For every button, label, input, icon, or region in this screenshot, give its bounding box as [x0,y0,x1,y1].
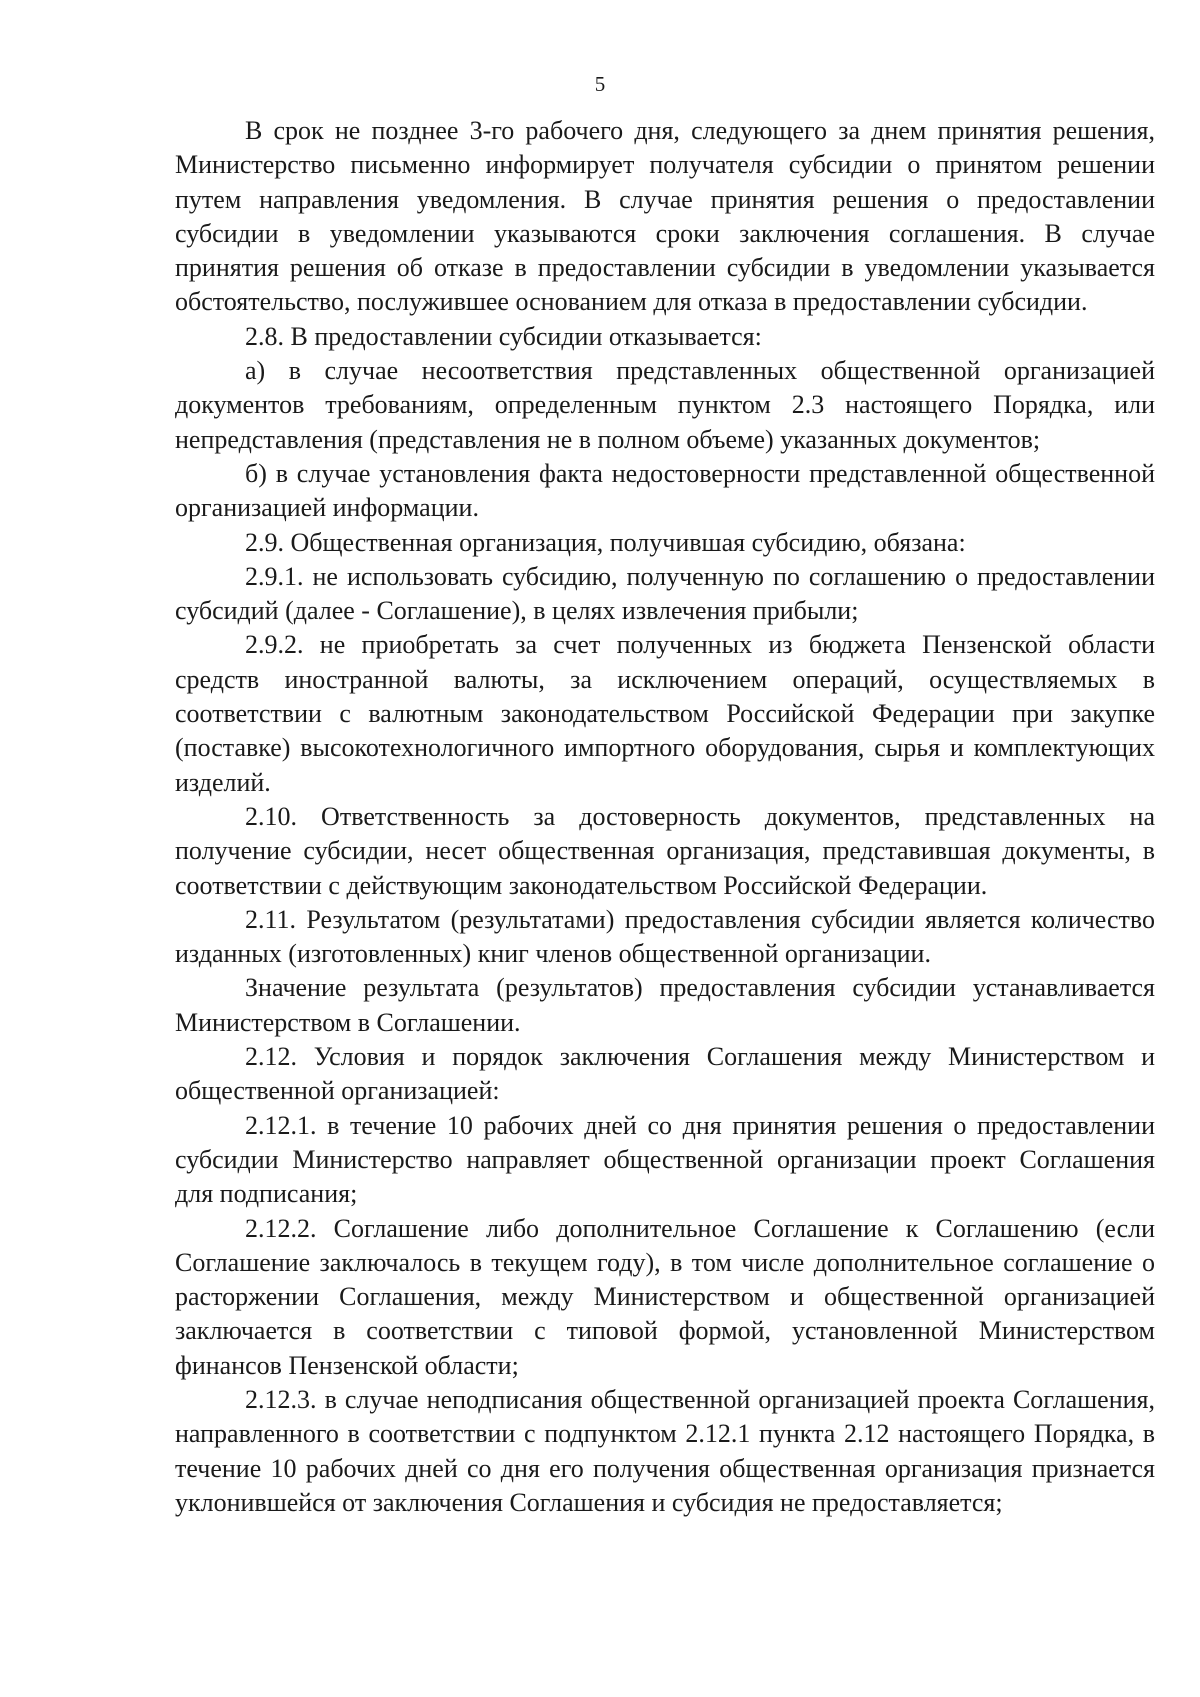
paragraph-2-12-1: 2.12.1. в течение 10 рабочих дней со дня принятия решения о предоставлении субсидии Министерство направляет общественной организации проект Соглашения для подписания; [175,1110,1155,1209]
paragraph-2-11: 2.11. Результатом (результатами) предоставления субсидии является количество изданных (изготовленных) книг членов общественной организации. [175,904,1155,969]
paragraph-notification-deadline: В срок не позднее 3-го рабочего дня, следующего за днем принятия решения, Министерство письменно информирует получателя субсидии о принятом решении путем направления уведомления. В случае принятия решения о предоставлении субсидии в уведомлении указываются сроки заключения соглашения. В случае принятия решения об отказе в предоставлении субсидии в уведомлении указывается обстоятельство, послужившее основанием для отказа в предоставлении субсидии. [175,116,1155,317]
paragraph-2-8-a: а) в случае несоответствия представленных общественной организацией документов требованиям, определенным пунктом 2.3 настоящего Порядка, или непредставления (представления не в полном объеме) указанных документов; [175,356,1155,454]
paragraph-2-12: 2.12. Условия и порядок заключения Соглашения между Министерством и общественной организацией: [175,1042,1155,1106]
document-body [175,114,1155,1520]
paragraph-2-9: 2.9. Общественная организация, получившая субсидию, обязана: [245,527,966,557]
paragraph-result-value: Значение результата (результатов) предоставления субсидии устанавливается Министерством в Соглашении. [175,973,1155,1037]
paragraph-2-8-b: б) в случае установления факта недостоверности представленной общественной организацией информации. [175,458,1155,523]
paragraph-2-12-2: 2.12.2. Соглашение либо дополнительное Соглашение к Соглашению (если Соглашение заключалось в текущем году), в том числе дополнительное соглашение о расторжении Соглашения, между Министерством и общественной организацией заключается в соответствии с типовой формой, установленной Министерством финансов Пензенской области; [175,1213,1155,1380]
page-number: 5 [594,72,606,96]
paragraph-2-9-1: 2.9.1. не использовать субсидию, полученную по соглашению о предоставлении субсидий (далее - Соглашение), в целях извлечения прибыли; [175,561,1155,626]
paragraph-2-9-2: 2.9.2. не приобретать за счет полученных из бюджета Пензенской области средств иностранной валюты, за исключением операций, осуществляемых в соответствии с валютным законодательством Российской Федерации при закупке (поставке) высокотехнологичного импортного оборудования, сырья и комплектующих изделий. [175,630,1155,797]
paragraph-2-8: 2.8. В предоставлении субсидии отказывается: [245,321,762,351]
paragraph-2-10: 2.10. Ответственность за достоверность документов, представленных на получение субсидии, несет общественная организация, представившая документы, в соответствии с действующим законодательством Российской Федерации. [175,801,1155,900]
paragraph-2-12-3: 2.12.3. в случае неподписания общественной организацией проекта Соглашения, направленного в соответствии с подпунктом 2.12.1 пункта 2.12 настоящего Порядка, в течение 10 рабочих дней со дня его получения общественная организация признается уклонившейся от заключения Соглашения и субсидия не предоставляется; [175,1384,1155,1517]
